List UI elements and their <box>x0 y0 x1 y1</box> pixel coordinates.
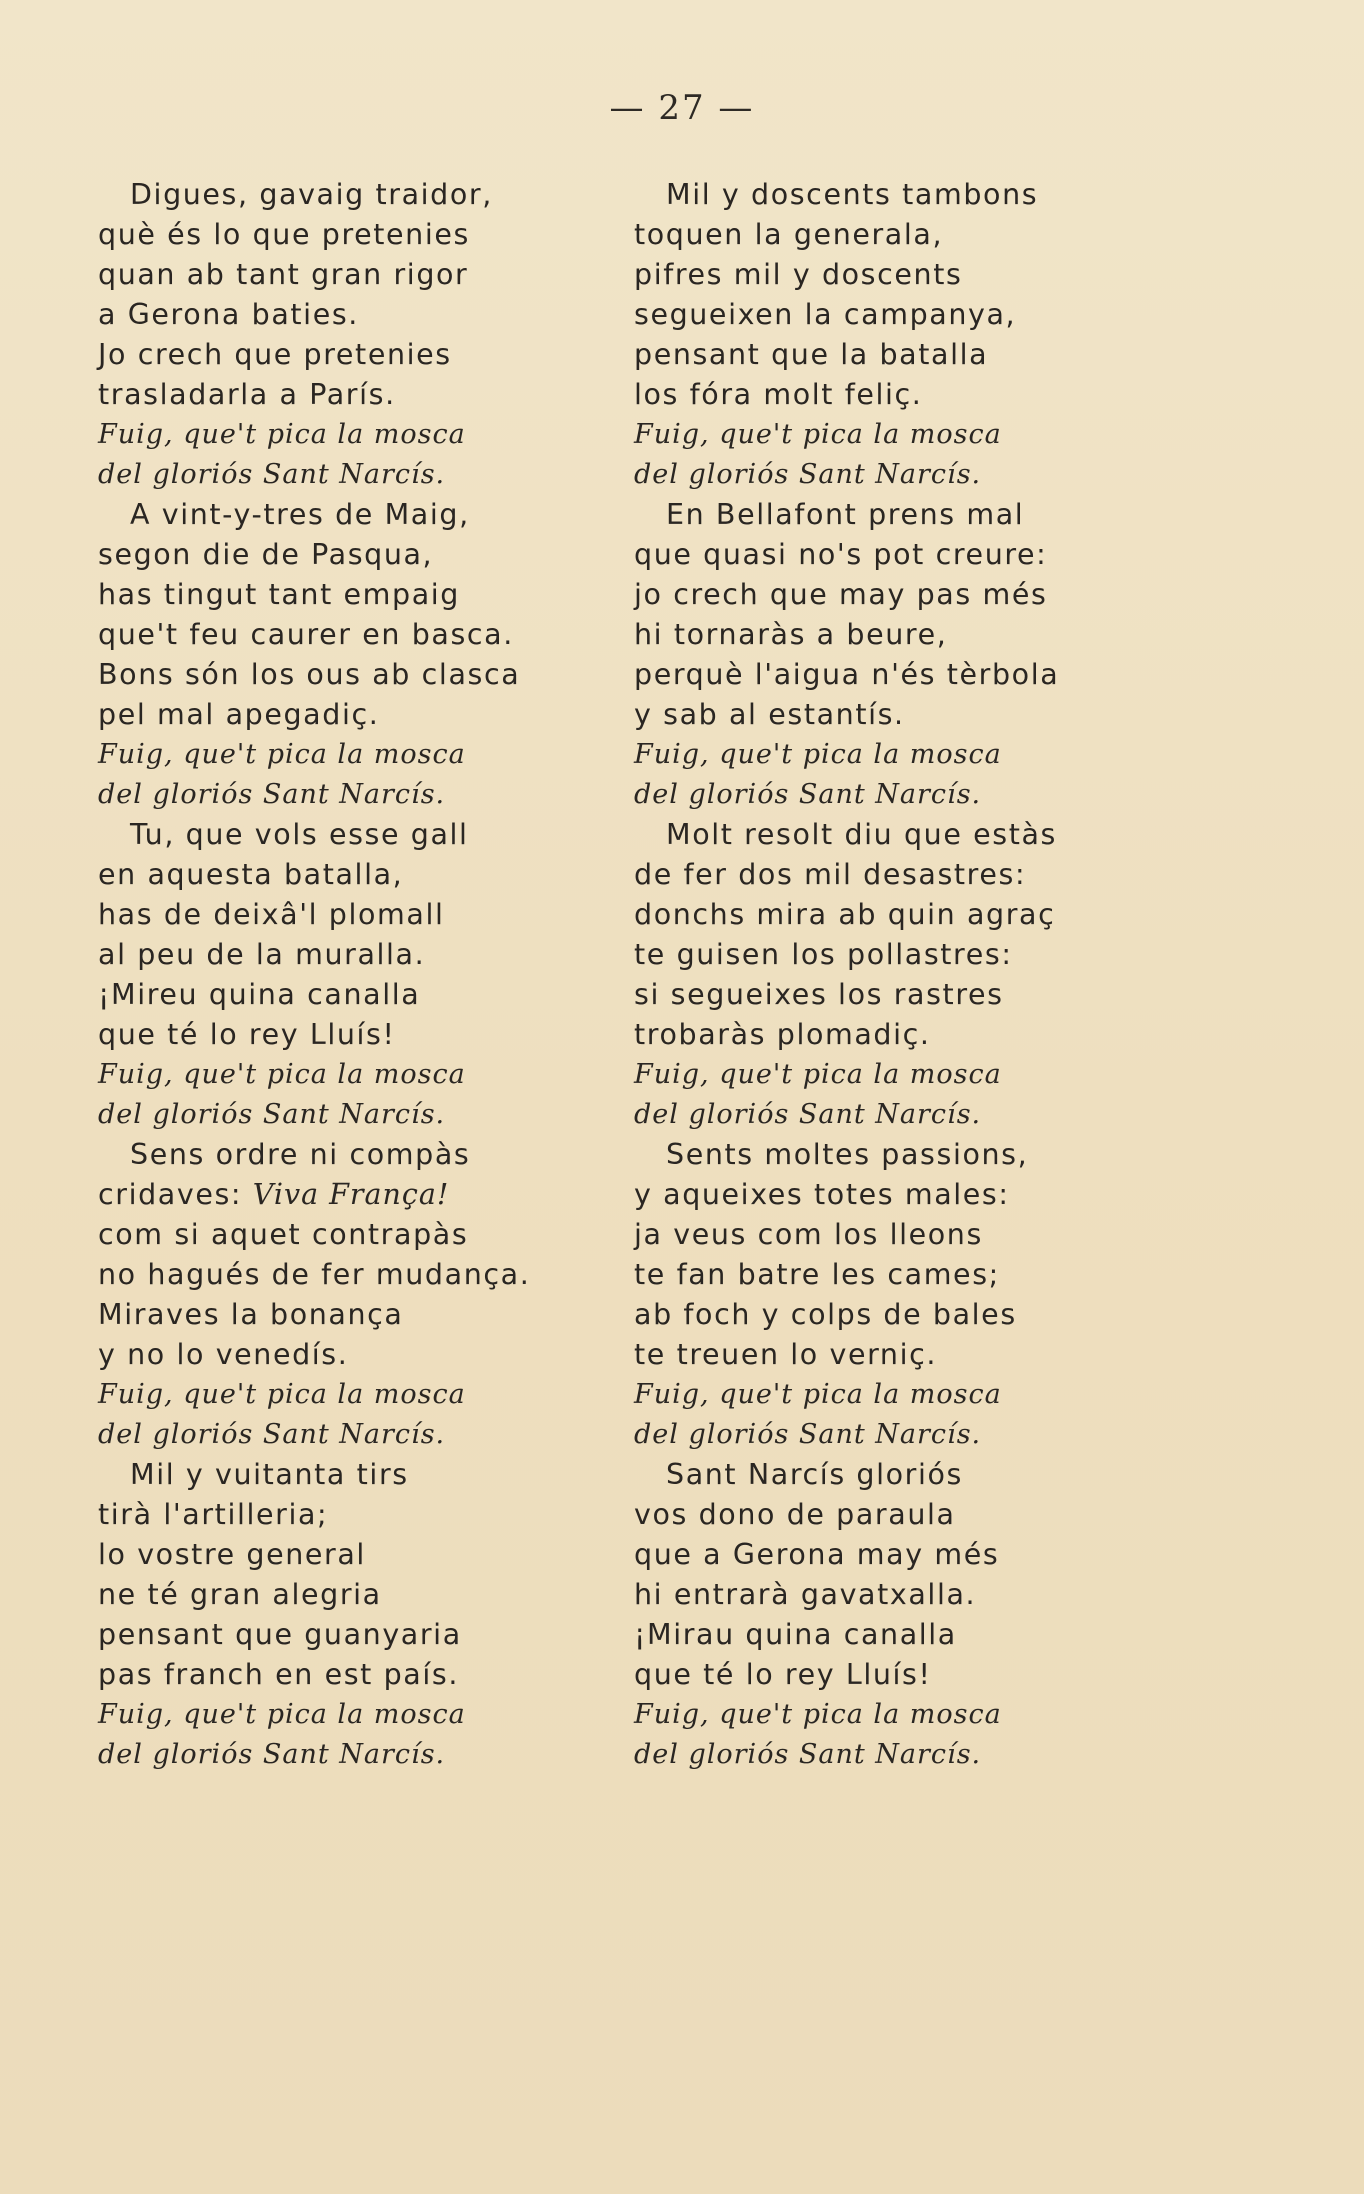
verse-line: pifres mil y doscents <box>634 258 963 291</box>
verse-line: si segueixes los rastres <box>634 978 1004 1011</box>
verse-line: toquen la generala, <box>634 218 944 251</box>
verse-line: que't feu caurer en basca. <box>98 618 514 651</box>
verse-line: lo vostre general <box>98 1538 366 1571</box>
page-number: — 27 — <box>609 88 755 128</box>
refrain-line: del gloriós Sant Narcís. <box>634 1739 982 1770</box>
verse-text: cridaves: <box>98 1178 253 1211</box>
refrain-line: Fuig, que't pica la mosca <box>98 1699 466 1730</box>
verse-line: com si aquet contrapàs <box>98 1218 469 1251</box>
emphasized-text: Viva França! <box>252 1178 450 1211</box>
verse-line: Mil y vuitanta tirs <box>130 1458 409 1491</box>
refrain-line: del gloriós Sant Narcís. <box>634 779 982 810</box>
verse-line: y no lo venedís. <box>98 1338 349 1371</box>
refrain-line: del gloriós Sant Narcís. <box>634 1419 982 1450</box>
verse-line: Molt resolt diu que estàs <box>666 818 1057 851</box>
refrain-line: Fuig, que't pica la mosca <box>634 1699 1002 1730</box>
verse-line: ¡Mirau quina canalla <box>634 1618 957 1651</box>
verse-line: te treuen lo verniç. <box>634 1338 938 1371</box>
verse-line: hi tornaràs a beure, <box>634 618 948 651</box>
refrain-line: del gloriós Sant Narcís. <box>98 1099 446 1130</box>
verse-line: en aquesta batalla, <box>98 858 404 891</box>
verse-line: pensant que guanyaria <box>98 1618 462 1651</box>
verse-line: perquè l'aigua n'és tèrbola <box>634 658 1060 691</box>
verse-line: trobaràs plomadiç. <box>634 1018 931 1051</box>
verse-line: pel mal apegadiç. <box>98 698 380 731</box>
refrain-line: del gloriós Sant Narcís. <box>634 1099 982 1130</box>
refrain-line: Fuig, que't pica la mosca <box>634 1059 1002 1090</box>
verse-line: Sens ordre ni compàs <box>130 1138 471 1171</box>
verse-line: ¡Mireu quina canalla <box>98 978 421 1011</box>
verse-line: ne té gran alegria <box>98 1578 382 1611</box>
verse-line: Mil y doscents tambons <box>666 178 1039 211</box>
verse-line: a Gerona baties. <box>98 298 359 331</box>
verse-line: tirà l'artilleria; <box>98 1498 329 1531</box>
verse-line: pensant que la batalla <box>634 338 989 371</box>
poem-column-right <box>634 175 1059 1775</box>
refrain-line: Fuig, que't pica la mosca <box>634 1379 1002 1410</box>
verse-line: donchs mira ab quin agraç <box>634 898 1056 931</box>
refrain-line: Fuig, que't pica la mosca <box>634 739 1002 770</box>
verse-line: Sents moltes passions, <box>666 1138 1029 1171</box>
verse-line: Jo crech que pretenies <box>98 338 452 371</box>
verse-line <box>98 1175 530 1215</box>
verse-line: has tingut tant empaig <box>98 578 460 611</box>
verse-line: de fer dos mil desastres: <box>634 858 1027 891</box>
verse-line: Miraves la bonança <box>98 1298 404 1331</box>
verse-line: què és lo que pretenies <box>98 218 470 251</box>
verse-line: pas franch en est país. <box>98 1658 459 1691</box>
refrain-line: del gloriós Sant Narcís. <box>98 1739 446 1770</box>
verse-line: trasladarla a París. <box>98 378 396 411</box>
verse-line: jo crech que may pas més <box>634 578 1048 611</box>
refrain-line: del gloriós Sant Narcís. <box>98 1419 446 1450</box>
verse-line: vos dono de paraula <box>634 1498 956 1531</box>
verse-line: que a Gerona may més <box>634 1538 1000 1571</box>
refrain-line: Fuig, que't pica la mosca <box>98 1379 466 1410</box>
verse-line: ab foch y colps de bales <box>634 1298 1017 1331</box>
verse-line: y aqueixes totes males: <box>634 1178 1010 1211</box>
refrain-line: del gloriós Sant Narcís. <box>98 459 446 490</box>
refrain-line: Fuig, que't pica la mosca <box>98 1059 466 1090</box>
verse-line: ja veus com los lleons <box>634 1218 983 1251</box>
refrain-line: Fuig, que't pica la mosca <box>98 419 466 450</box>
verse-line: te guisen los pollastres: <box>634 938 1013 971</box>
verse-line: Digues, gavaig traidor, <box>130 178 493 211</box>
verse-line: hi entrarà gavatxalla. <box>634 1578 977 1611</box>
verse-line: que té lo rey Lluís! <box>634 1658 932 1691</box>
verse-line: y sab al estantís. <box>634 698 905 731</box>
refrain-line: Fuig, que't pica la mosca <box>98 739 466 770</box>
verse-line: que té lo rey Lluís! <box>98 1018 396 1051</box>
poem-column-left <box>98 175 530 1775</box>
verse-line: los fóra molt feliç. <box>634 378 923 411</box>
refrain-line: Fuig, que't pica la mosca <box>634 419 1002 450</box>
verse-line: Sant Narcís gloriós <box>666 1458 963 1491</box>
verse-line: Bons són los ous ab clasca <box>98 658 521 691</box>
verse-line: segon die de Pasqua, <box>98 538 434 571</box>
verse-line: A vint-y-tres de Maig, <box>130 498 470 531</box>
verse-line: has de deixâ'l plomall <box>98 898 445 931</box>
verse-line: segueixen la campanya, <box>634 298 1017 331</box>
verse-line: En Bellafont prens mal <box>666 498 1025 531</box>
verse-line: que quasi no's pot creure: <box>634 538 1048 571</box>
verse-line: te fan batre les cames; <box>634 1258 1000 1291</box>
refrain-line: del gloriós Sant Narcís. <box>98 779 446 810</box>
verse-line: quan ab tant gran rigor <box>98 258 469 291</box>
verse-line: al peu de la muralla. <box>98 938 426 971</box>
verse-line: Tu, que vols esse gall <box>130 818 469 851</box>
verse-line: no hagués de fer mudança. <box>98 1258 531 1291</box>
refrain-line: del gloriós Sant Narcís. <box>634 459 982 490</box>
